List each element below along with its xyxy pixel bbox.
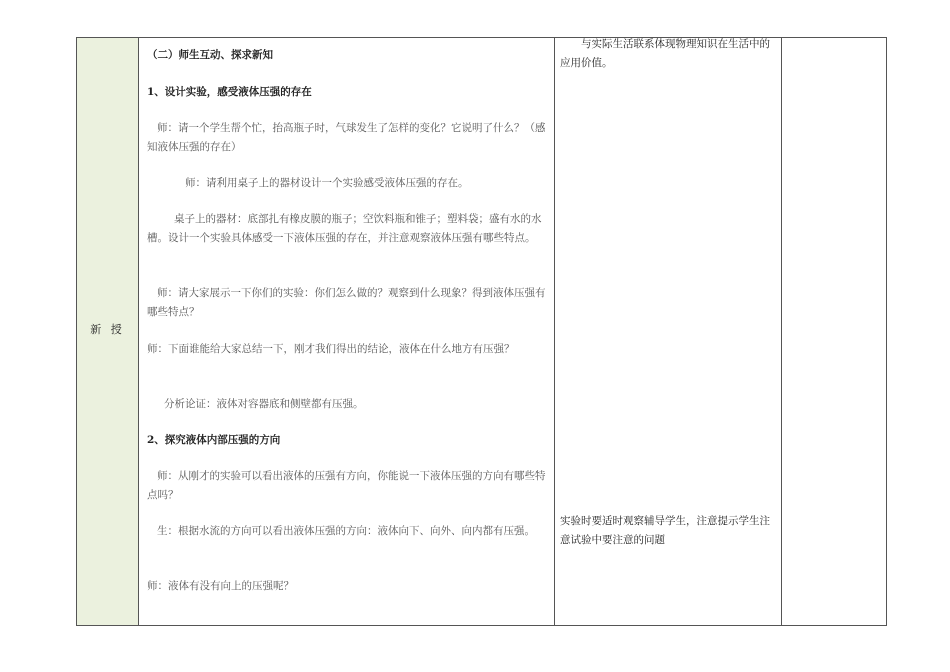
teaching-process-cell	[139, 38, 555, 625]
note-2: 实验时要适时观察辅导学生，注意提示学生注意试验中要注意的问题	[560, 515, 770, 546]
paragraph-5: 师：下面谁能给大家总结一下，刚才我们得出的结论，液体在什么地方有压强？	[147, 343, 515, 355]
paragraph-2: 师：请利用桌子上的器材设计一个实验感受液体压强的存在。	[185, 177, 469, 189]
empty-cell	[782, 38, 886, 625]
design-intent-cell	[555, 38, 782, 625]
stage-label-cell	[77, 38, 139, 625]
paragraph-6: 分析论证：液体对容器底和侧壁都有压强。	[164, 398, 364, 410]
heading-2: 2、探究液体内部压强的方向	[147, 434, 281, 446]
stage-label: 新 授	[90, 323, 125, 336]
heading-1: 1、设计实验，感受液体压强的存在	[147, 86, 312, 98]
lesson-table	[76, 37, 887, 626]
paragraph-7: 师：从刚才的实验可以看出液体的压强有方向，你能说一下液体压强的方向有哪些特点吗？	[147, 470, 546, 501]
section-title: （二）师生互动、探求新知	[147, 49, 273, 61]
paragraph-4: 师：请大家展示一下你们的实验：你们怎么做的？观察到什么现象？得到液体压强有哪些特点？	[147, 287, 546, 318]
paragraph-9: 师：液体有没有向上的压强呢？	[147, 580, 294, 592]
paragraph-3: 桌子上的器材：底部扎有橡皮膜的瓶子；空饮料瓶和锥子；塑料袋；盛有水的水槽。设计一个实验具体感受一下液体压强的存在，并注意观察液体压强有哪些特点。	[147, 213, 542, 244]
note-1: 与实际生活联系体现物理知识在生活中的应用价值。	[560, 38, 770, 69]
paragraph-1: 师：请一个学生帮个忙，抬高瓶子时，气球发生了怎样的变化？它说明了什么？（感知液体压强的存在）	[147, 122, 546, 153]
paragraph-8: 生：根据水流的方向可以看出液体压强的方向：液体向下、向外、向内都有压强。	[157, 525, 535, 537]
